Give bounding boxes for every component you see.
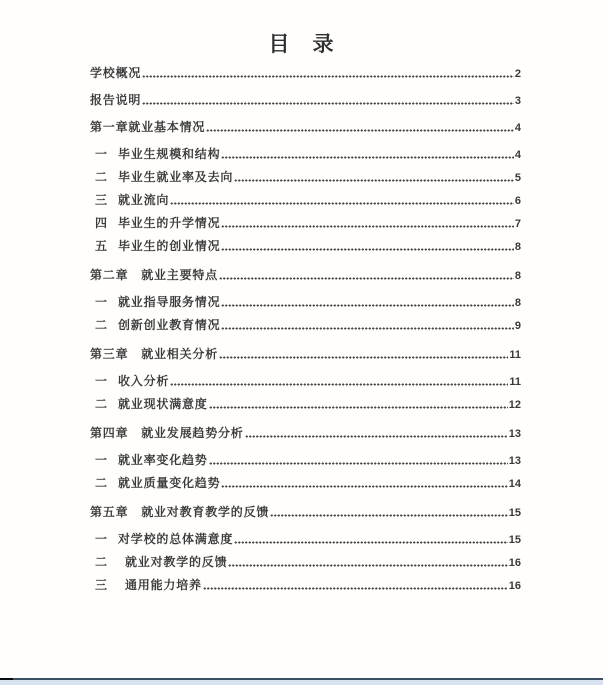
- toc-entry[interactable]: [90, 578, 521, 593]
- toc-entry-number: 二: [95, 476, 108, 490]
- toc-list: [0, 66, 603, 593]
- toc-entry-label: 毕业生就业率及去向: [118, 170, 234, 184]
- toc-entry[interactable]: [90, 239, 521, 254]
- toc-entry-number: 一: [95, 374, 108, 388]
- toc-entry[interactable]: [90, 66, 521, 81]
- dot-leader: [234, 540, 508, 544]
- toc-entry[interactable]: [90, 216, 521, 231]
- toc-entry-page-number: 11: [509, 376, 521, 388]
- toc-entry-label: 毕业生的升学情况: [118, 216, 221, 230]
- dot-leader: [206, 128, 514, 132]
- toc-entry-number: 一: [95, 147, 108, 161]
- toc-entry-label: 学校概况: [90, 66, 142, 80]
- toc-entry-page-number: 7: [514, 218, 521, 230]
- toc-entry-page-number: 6: [514, 195, 521, 207]
- toc-entry-page-number: 12: [508, 399, 521, 411]
- dot-leader: [142, 74, 514, 78]
- dot-leader: [170, 201, 514, 205]
- toc-entry-page-number: 3: [514, 95, 521, 107]
- dot-leader: [221, 247, 513, 251]
- toc-entry-number: 二: [95, 318, 108, 332]
- toc-entry-page-number: 4: [514, 149, 521, 161]
- toc-entry-label: 就业现状满意度: [118, 397, 208, 411]
- toc-entry-label: 毕业生规模和结构: [118, 147, 221, 161]
- toc-entry[interactable]: [90, 347, 521, 362]
- toc-entry-page-number: 8: [514, 241, 521, 253]
- toc-entry-label: 毕业生的创业情况: [118, 239, 221, 253]
- toc-entry[interactable]: [90, 295, 521, 310]
- toc-entry-label: 通用能力培养: [125, 578, 202, 592]
- toc-entry-number: 一: [95, 453, 108, 467]
- toc-entry-label: 就业质量变化趋势: [118, 476, 221, 490]
- toc-entry-number: 五: [95, 239, 108, 253]
- toc-entry-number: 二: [95, 170, 108, 184]
- dot-leader: [221, 326, 513, 330]
- dot-leader: [219, 355, 508, 359]
- toc-entry[interactable]: [90, 555, 521, 570]
- toc-entry-page-number: 14: [508, 478, 521, 490]
- toc-entry-label: 第二章 就业主要特点: [90, 268, 219, 282]
- toc-entry-page-number: 16: [508, 580, 521, 592]
- toc-entry-page-number: 11: [509, 349, 521, 361]
- toc-entry-label: 创新创业教育情况: [118, 318, 221, 332]
- dot-leader: [270, 513, 508, 517]
- toc-entry[interactable]: [90, 268, 521, 283]
- toc-entry[interactable]: [90, 147, 521, 162]
- toc-entry[interactable]: [90, 532, 521, 547]
- dot-leader: [234, 178, 514, 182]
- toc-entry-page-number: 8: [514, 297, 521, 309]
- toc-entry-label: 收入分析: [118, 374, 170, 388]
- toc-entry-label: 第一章就业基本情况: [90, 120, 206, 134]
- toc-entry-number: 三: [95, 578, 108, 592]
- toc-entry-label: 就业流向: [118, 193, 170, 207]
- page-bottom-edge: [0, 678, 603, 685]
- toc-entry[interactable]: [90, 318, 521, 333]
- toc-entry-page-number: 15: [508, 534, 521, 546]
- toc-entry-page-number: 8: [514, 270, 521, 282]
- dot-leader: [228, 563, 507, 567]
- dot-leader: [245, 434, 508, 438]
- toc-entry-page-number: 13: [508, 455, 521, 467]
- toc-entry-number: 二: [95, 397, 108, 411]
- toc-entry-label: 就业率变化趋势: [118, 453, 208, 467]
- toc-entry[interactable]: [90, 476, 521, 491]
- toc-entry[interactable]: [90, 374, 521, 389]
- dot-leader: [221, 155, 513, 159]
- toc-entry-page-number: 13: [508, 428, 521, 440]
- toc-entry-number: 三: [95, 193, 108, 207]
- toc-entry-page-number: 4: [514, 122, 521, 134]
- dot-leader: [221, 484, 507, 488]
- toc-entry-page-number: 16: [508, 557, 521, 569]
- dot-leader: [221, 224, 513, 228]
- toc-entry[interactable]: [90, 120, 521, 135]
- toc-entry-number: 一: [95, 295, 108, 309]
- toc-entry-number: 四: [95, 216, 108, 230]
- dot-leader: [221, 303, 513, 307]
- toc-entry-label: 对学校的总体满意度: [118, 532, 234, 546]
- page-edge-cap: [0, 678, 13, 680]
- toc-entry-label: 报告说明: [90, 93, 142, 107]
- toc-entry[interactable]: [90, 193, 521, 208]
- toc-entry[interactable]: [90, 426, 521, 441]
- toc-title: 目 录: [268, 33, 335, 56]
- toc-entry-label: 第三章 就业相关分析: [90, 347, 219, 361]
- dot-leader: [209, 405, 508, 409]
- toc-entry-page-number: 15: [508, 507, 521, 519]
- dot-leader: [142, 101, 514, 105]
- toc-entry-page-number: 5: [514, 172, 521, 184]
- toc-entry-number: 二: [95, 555, 108, 569]
- toc-entry[interactable]: [90, 453, 521, 468]
- dot-leader: [170, 382, 508, 386]
- toc-entry-number: 一: [95, 532, 108, 546]
- dot-leader: [219, 276, 514, 280]
- toc-entry-label: 就业对教学的反馈: [125, 555, 228, 569]
- toc-entry[interactable]: [90, 505, 521, 520]
- toc-entry[interactable]: [90, 397, 521, 412]
- dot-leader: [209, 461, 508, 465]
- toc-entry-label: 就业指导服务情况: [118, 295, 221, 309]
- toc-entry-page-number: 9: [514, 320, 521, 332]
- toc-entry-label: 第四章 就业发展趋势分析: [90, 426, 244, 440]
- toc-entry-label: 第五章 就业对教育教学的反馈: [90, 505, 270, 519]
- toc-entry[interactable]: [90, 170, 521, 185]
- toc-entry-page-number: 2: [514, 68, 521, 80]
- toc-entry[interactable]: [90, 93, 521, 108]
- dot-leader: [203, 586, 508, 590]
